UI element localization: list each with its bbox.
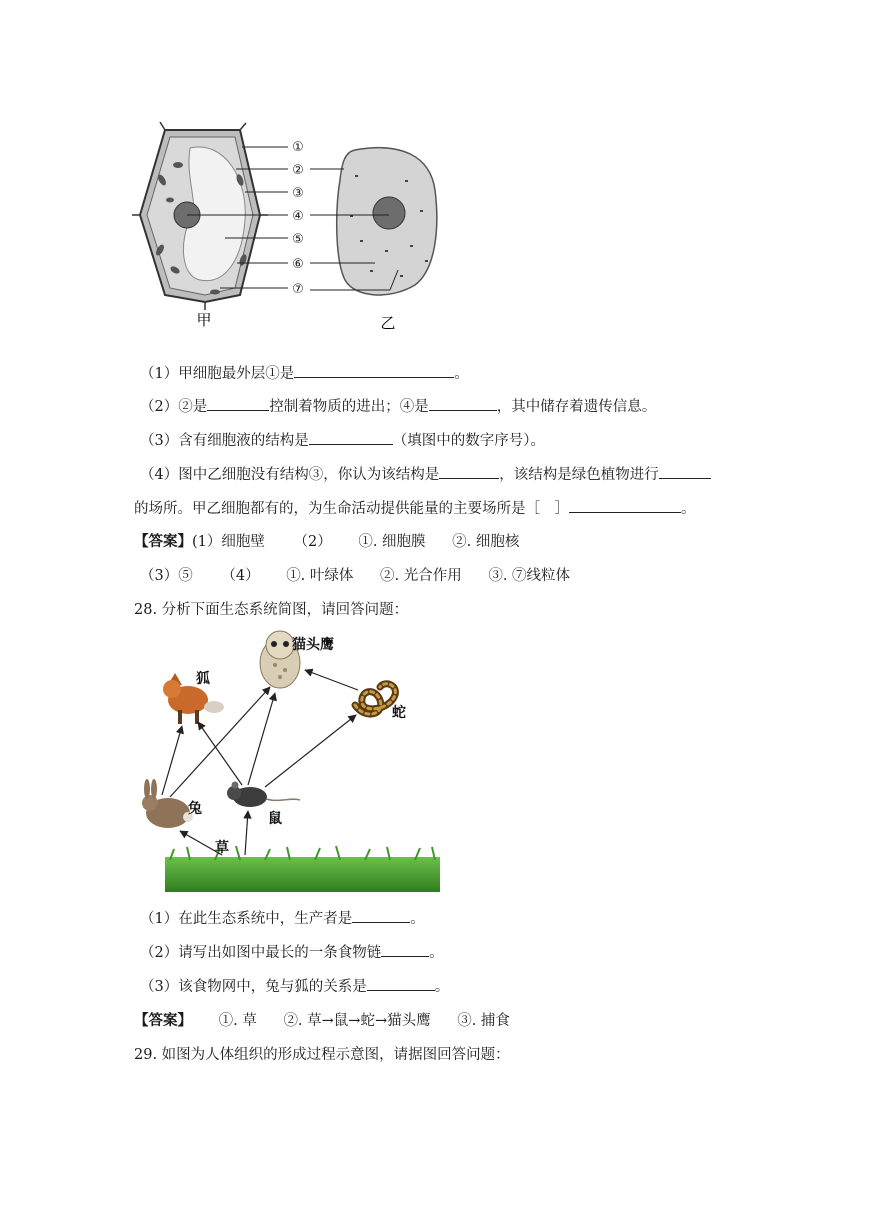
grass-image <box>165 846 440 892</box>
answer-blank[interactable] <box>207 396 269 411</box>
marker-7: ⑦ <box>292 282 304 297</box>
label-yi: 乙 <box>380 314 396 332</box>
q28-answer: 【答案】 ①. 草 ②. 草→鼠→蛇→猫头鹰 ③. 捕食 <box>134 1012 510 1029</box>
marker-4: ④ <box>292 209 304 224</box>
answer-blank[interactable] <box>294 363 454 378</box>
marker-2: ② <box>292 163 304 178</box>
food-web-diagram <box>130 625 450 900</box>
answer-blank[interactable] <box>352 908 410 923</box>
answer-blank[interactable] <box>367 976 435 991</box>
label-owl: 猫头鹰 <box>292 637 334 653</box>
label-snake: 蛇 <box>392 705 406 721</box>
q27-part3: （3）含有细胞液的结构是 （填图中的数字序号）。 <box>140 430 545 451</box>
snake-image <box>355 684 395 714</box>
q28-part1: （1）在此生态系统中，生产者是 。 <box>140 908 425 929</box>
marker-6: ⑥ <box>292 257 304 272</box>
marker-3: ③ <box>292 186 304 201</box>
mouse-image <box>227 782 300 808</box>
label-jia: 甲 <box>196 311 212 329</box>
q28-part3: （3）该食物网中，兔与狐的关系是 。 <box>140 976 449 997</box>
fox-image <box>163 673 224 724</box>
label-mouse: 鼠 <box>268 811 282 827</box>
q27-part4: （4）图中乙细胞没有结构③，你认为该结构是 ，该结构是绿色植物进行 <box>140 464 711 485</box>
answer-blank[interactable] <box>569 498 681 513</box>
q27-answer-line2: （3）⑤ （4） ①. 叶绿体 ②. 光合作用 ③. ⑦线粒体 <box>140 568 571 584</box>
answer-blank[interactable] <box>309 430 393 445</box>
answer-blank[interactable] <box>439 464 499 479</box>
q27-part2: （2）②是 控制着物质的进出；④是 ，其中储存着遗传信息。 <box>140 396 656 417</box>
rabbit-image <box>142 779 193 828</box>
q27-part4-cont: 的场所。甲乙细胞都有的，为生命活动提供能量的主要场所是［ ］ 。 <box>134 498 696 519</box>
q27-part1: （1）甲细胞最外层①是 。 <box>140 363 469 384</box>
q27-answer-line1: 【答案】(1）细胞壁 （2） ①. 细胞膜 ②. 细胞核 <box>134 533 520 550</box>
marker-5: ⑤ <box>292 232 304 247</box>
answer-blank[interactable] <box>381 942 429 957</box>
label-fox: 狐 <box>196 671 210 687</box>
answer-blank[interactable] <box>659 464 711 479</box>
label-rabbit: 兔 <box>188 801 202 817</box>
answer-blank[interactable] <box>429 396 497 411</box>
animal-nucleus <box>373 197 405 229</box>
cell-diagram <box>130 120 460 335</box>
q28-part2: （2）请写出如图中最长的一条食物链 。 <box>140 942 444 963</box>
q29-title: 29. 如图为人体组织的形成过程示意图，请据图回答问题： <box>134 1047 510 1063</box>
marker-1: ① <box>292 140 304 155</box>
label-grass: 草 <box>215 840 229 856</box>
q28-title: 28. 分析下面生态系统简图，请回答问题： <box>134 602 409 618</box>
